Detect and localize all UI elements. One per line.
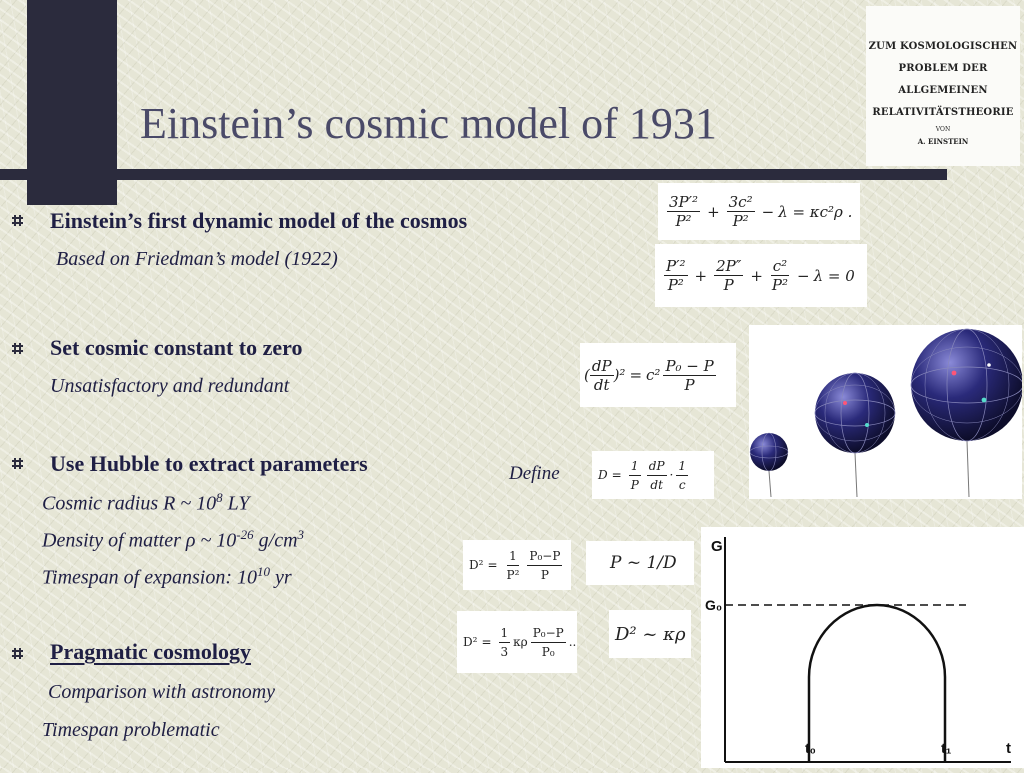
paper-title-line-3: RELATIVITÄTSTHEORIE [872,107,1014,118]
bullet-icon [12,648,23,659]
spheres-illustration [749,325,1022,499]
bullet-icon [12,458,23,469]
paper-author: A. EINSTEIN [917,137,969,146]
large-sphere [911,329,1022,497]
graph-y-tick: G₀ [705,597,723,613]
section-heading-cosmic-constant: Set cosmic constant to zero [50,335,303,360]
equation-friedmann-1: $\frac{\text{3P′²}}{\text{P²}}$ + $\frac{\text{3c²}}{\text{P²}}$ − λ = κc²ρ . [658,183,860,240]
graph-x-tick-t0: t₀ [805,740,816,756]
section-line-friedman: Based on Friedman’s model (1922) [56,248,338,270]
param-timespan: Timespan of expansion: $10^{10}$ yr [42,564,292,589]
equation-d-squared-2: D² = $\frac{1}{3}$ κρ $\frac{\text{P₀−P}}{\text{P₀}}$ .. [457,611,577,673]
graph-x-label: t [1006,740,1011,757]
section-line-unsatisfactory: Unsatisfactory and redundant [50,375,290,397]
slide-title: Einstein’s cosmic model of 1931 [140,99,717,148]
param-cosmic-radius: Cosmic radius R ~ $10^8$ LY [42,490,250,515]
section-line-astronomy: Comparison with astronomy [48,681,276,703]
paper-cover-image [866,6,1020,166]
small-sphere [750,433,788,497]
section-heading-pragmatic: Pragmatic cosmology [50,639,251,664]
param-density: Density of matter ρ ~ $10^{-26}$ $g/cm^3$ [42,527,305,552]
paper-title-line-2: PROBLEM DER ALLGEMEINEN [898,63,988,96]
equation-d-squared-1: D² = $\frac{1}{\text{P²}}$ $\frac{\text{P₀−P}}{P}$ [463,540,571,590]
equation-expansion: ( $\frac{dP}{dt}$ )² = c² $\frac{\text{P₀ − P}}{P}$ [580,343,736,407]
equation-p-proportional: P ~ 1/D [586,541,694,585]
eq2-rhs: λ = 0 [813,266,855,285]
section-heading-dynamic-model: Einstein’s first dynamic model of the cosmos [50,208,468,233]
expanding-universe-spheres-image [749,325,1022,499]
bullet-icon [12,215,23,226]
equation-friedmann-2: $\frac{\text{P′²}}{\text{P²}}$ + $\frac{2P''}{P}$ + $\frac{\text{c²}}{\text{P²}}$ − λ = 0 [655,244,867,307]
section-heading-hubble: Use Hubble to extract parameters [50,451,368,476]
section-line-timespan: Timespan problematic [42,719,220,741]
eq1-rhs: λ = κc²ρ . [778,202,853,221]
decorative-horizontal-bar [0,169,947,180]
equation-d2-kappa-rho: D² ~ κρ [609,610,691,658]
paper-title-line-1: ZUM KOSMOLOGISCHEN [868,41,1018,52]
medium-sphere [815,373,895,497]
g-curve [809,605,945,762]
equation-define-d: D = $\frac{1}{P}$ $\frac{dP}{dt}$ · $\frac{1}{c}$ [592,451,714,499]
graph-x-tick-t1: t₁ [941,740,952,756]
paper-von: VON [935,126,951,133]
graph-svg [701,527,1024,768]
define-label: Define [509,463,560,484]
graph-g-vs-t [701,527,1024,768]
graph-y-label: G [711,538,723,555]
bullet-icon [12,343,23,354]
